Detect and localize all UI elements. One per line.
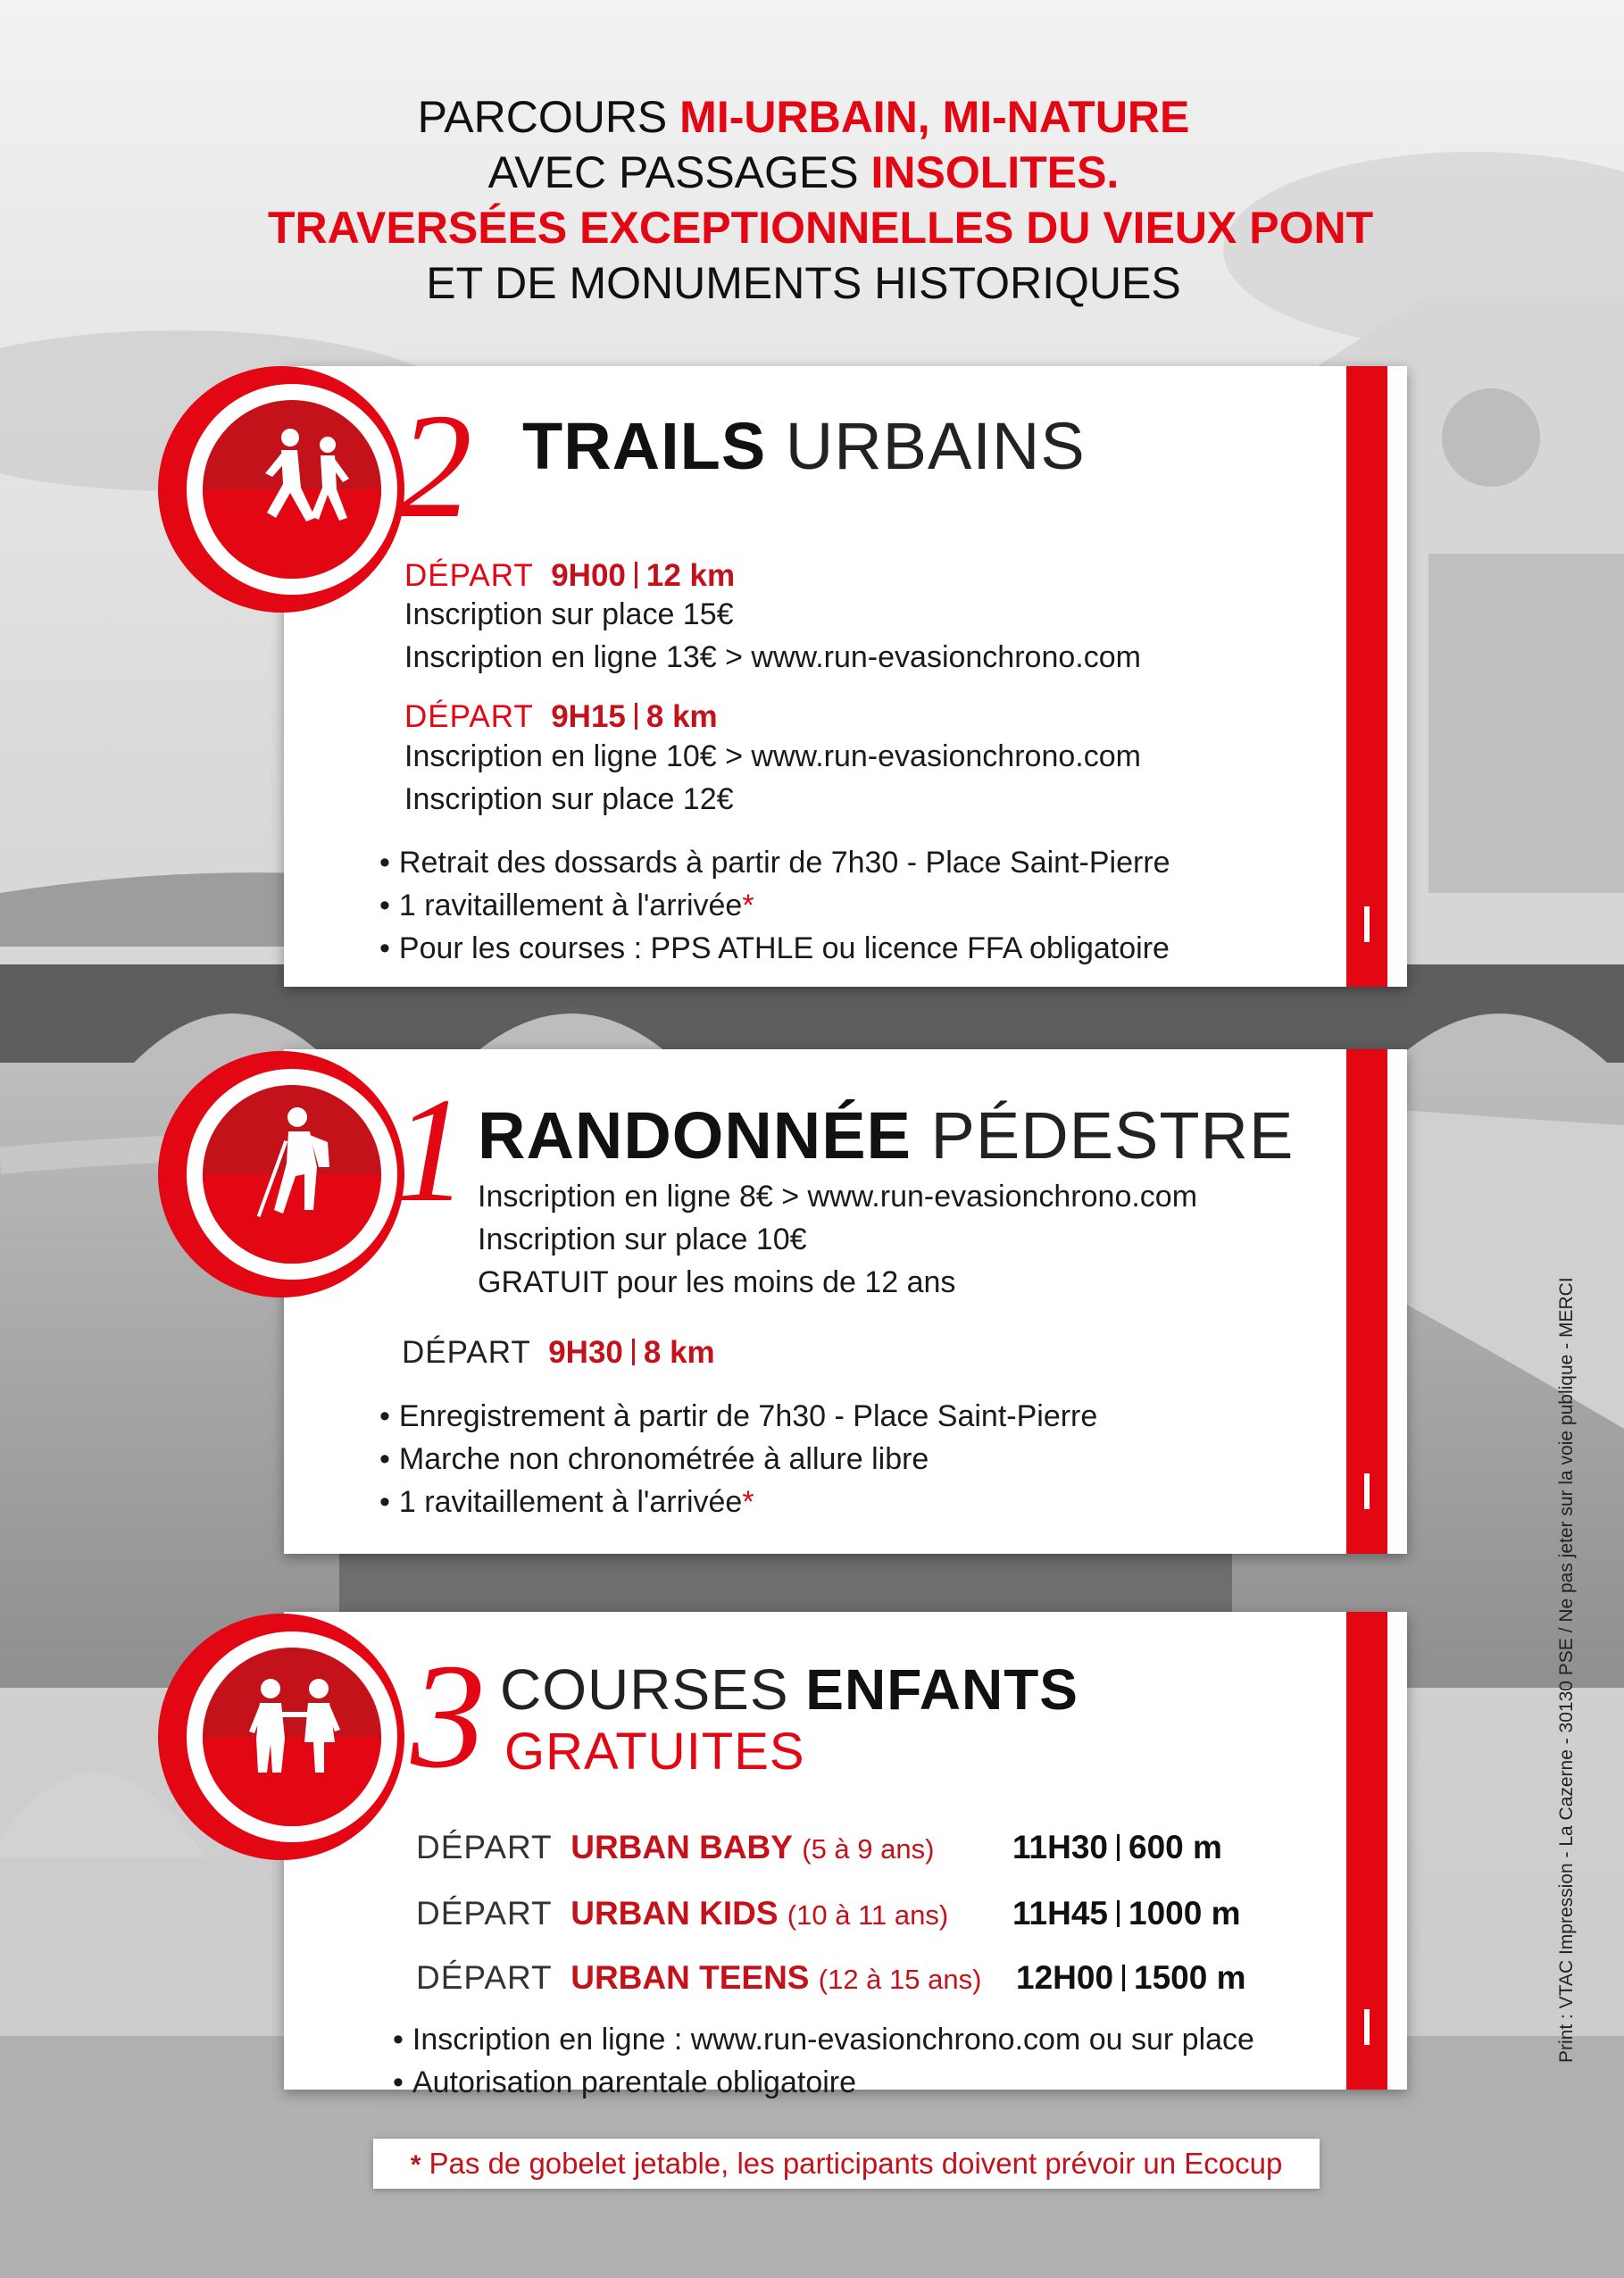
kids-number: 3 [411,1633,486,1799]
rando-bullet-3: • 1 ravitaillement à l'arrivée* [379,1481,754,1523]
rando-line-3: GRATUIT pour les moins de 12 ans [478,1265,956,1299]
trails-title: TRAILS URBAINS [522,409,1086,483]
card-stripe [1346,366,1387,987]
trails-dep1-line-1: Inscription sur place 15€ [404,597,734,631]
rando-bullet-2: • Marche non chronométrée à allure libre [379,1438,929,1481]
trails-bullet-3: • Pour les courses : PPS ATHLE ou licence FFA obligatoire [379,927,1170,970]
rando-number: 1 [393,1067,468,1233]
trails-dep1-line-2: Inscription en ligne 13€ > www.run-evasionchrono.com [404,640,1141,674]
rando-depart: DÉPART 9H30 8 km [402,1335,715,1370]
runners-badge [156,364,406,614]
children-badge [156,1612,406,1862]
kids-bullet-2: • Autorisation parentale obligatoire [393,2061,856,2104]
kids-row-baby: DÉPART URBAN BABY (5 à 9 ans) 11H30 600 m [416,1829,1222,1865]
rando-line-1: Inscription en ligne 8€ > www.run-evasionchrono.com [478,1180,1198,1214]
trails-bullet-1: • Retrait des dossards à partir de 7h30 - Place Saint-Pierre [379,841,1170,884]
rando-title: RANDONNÉE PÉDESTRE [478,1098,1295,1172]
intro-line-4: ET DE MONUMENTS HISTORIQUES [426,258,1181,308]
kids-bullet-1: • Inscription en ligne : www.run-evasionchrono.com ou sur place [393,2018,1254,2061]
trails-depart-1: DÉPART 9H00 12 km [404,558,736,593]
card-stripe [1346,1612,1387,2090]
kids-row-teens: DÉPART URBAN TEENS (12 à 15 ans) 12H00 1500 m [416,1959,1246,1996]
intro-headline [268,89,1374,311]
rando-line-2: Inscription sur place 10€ [478,1222,807,1256]
hiker-badge [156,1049,406,1299]
intro-line-2: AVEC PASSAGES INSOLITES. [487,147,1120,197]
card-stripe [1346,1049,1387,1554]
kids-row-kids: DÉPART URBAN KIDS (10 à 11 ans) 11H45 1000 m [416,1895,1241,1932]
trails-bullet-2: • 1 ravitaillement à l'arrivée* [379,884,754,927]
rando-bullet-1: • Enregistrement à partir de 7h30 - Place Saint-Pierre [379,1395,1097,1438]
trails-depart-2: DÉPART 9H15 8 km [404,699,718,734]
ecocup-footnote: * Pas de gobelet jetable, les participants doivent prévoir un Ecocup [373,2139,1320,2189]
kids-subtitle: GRATUITES [504,1723,805,1781]
trails-dep2-line-1: Inscription en ligne 10€ > www.run-evasionchrono.com [404,739,1141,773]
intro-line-3: TRAVERSÉES EXCEPTIONNELLES DU VIEUX PONT [268,203,1374,253]
trails-number: 2 [397,383,472,549]
trails-dep2-line-2: Inscription sur place 12€ [404,782,734,816]
print-note: Print : VTAC Impression - La Cazerne - 30130 PSE / Ne pas jeter sur la voie publique - MERCI [1556,1277,1577,2063]
kids-title: COURSES ENFANTS [500,1657,1079,1722]
intro-line-1: PARCOURS MI-URBAIN, MI-NATURE [417,92,1190,142]
